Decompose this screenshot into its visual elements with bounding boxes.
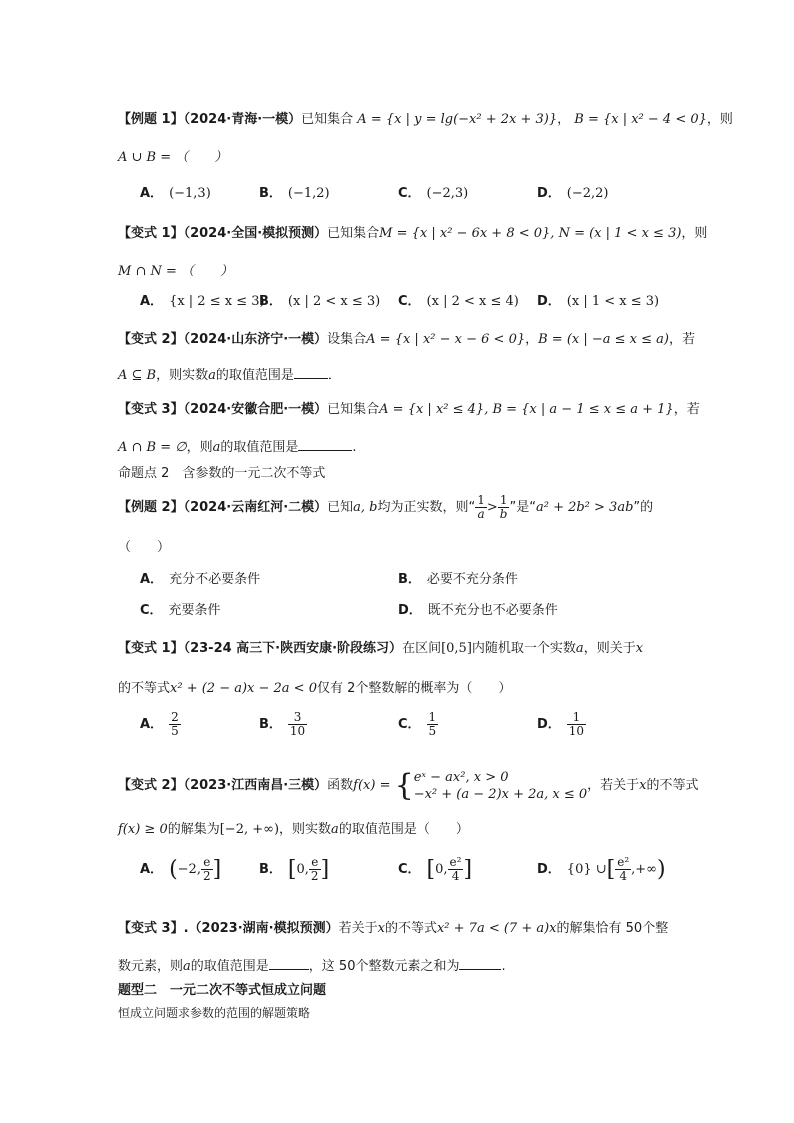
example-1-option-d[interactable] <box>537 182 609 201</box>
numerator: e² <box>449 855 462 869</box>
option-label: D． <box>537 294 561 309</box>
example-1-text: 已知集合 <box>301 112 354 127</box>
example-2-line-1 <box>118 494 653 521</box>
option-label: C． <box>398 862 421 877</box>
variant-6-line-1 <box>118 917 668 936</box>
variant-6-l2c: 的取值范围是 <box>190 959 269 974</box>
example-1-set-a: A = {x | y = lg(−x² + 2x + 3)} <box>357 112 558 127</box>
variant-4-var-x: x <box>635 641 644 656</box>
option-value: 充分不必要条件 <box>169 572 261 587</box>
variant-4-l2b: 仅有 2个整数解的概率为（ ） <box>316 681 512 696</box>
numerator: 1 <box>498 494 510 508</box>
variant-6-line-2 <box>118 955 506 974</box>
piecewise-brace: { <box>394 768 414 803</box>
variant-3-var-a: a <box>212 440 221 455</box>
option-suffix: ,+∞ <box>631 862 658 877</box>
variant-5-solution-set: [−2, +∞) <box>219 822 280 837</box>
right-bracket: ] <box>463 857 473 882</box>
greater-than: > <box>486 500 498 515</box>
option-prefix: −2, <box>177 862 201 877</box>
example-2-option-c[interactable] <box>140 599 221 618</box>
section-heading-point-2: 命题点 2 含参数的一元二次不等式 <box>118 466 326 481</box>
variant-2-var-a: a <box>208 368 216 383</box>
denominator: 2 <box>202 869 211 883</box>
right-bracket: ] <box>320 857 330 882</box>
option-value: (−2,3) <box>426 186 469 201</box>
answer-blank[interactable] <box>269 957 309 970</box>
variant-3-q4: 的取值范围是 <box>220 440 299 455</box>
denominator: b <box>499 507 508 521</box>
denominator: 5 <box>171 724 179 738</box>
variant-3-end: . <box>352 440 357 455</box>
numerator: 3 <box>288 711 307 725</box>
variant-4-l2a: 的不等式 <box>118 681 171 696</box>
option-fraction <box>201 856 213 883</box>
numerator: e² <box>617 855 630 869</box>
option-value: (−1,3) <box>169 186 211 201</box>
option-value: 充要条件 <box>168 603 221 618</box>
answer-blank[interactable] <box>459 957 501 970</box>
variant-5-line-2 <box>118 818 469 837</box>
variant-1-text: 已知集合 <box>327 226 380 241</box>
variant-3-line-2 <box>118 436 357 455</box>
numerator: 2 <box>171 710 179 724</box>
variant-2-line-2 <box>118 364 341 383</box>
example-1-tail: ，则 <box>706 112 733 127</box>
variant-5-l2b: 的解集为 <box>167 822 220 837</box>
example-2-tag: 【例题 2】 <box>118 500 184 515</box>
fraction-1-over-a <box>475 494 487 521</box>
numerator: 1 <box>477 493 485 507</box>
variant-4-t1: 在区间 <box>402 641 442 656</box>
example-1-source: （2024·青海·一模） <box>183 112 302 127</box>
variant-4-option-d[interactable] <box>537 711 586 738</box>
denominator: 4 <box>451 869 460 883</box>
numerator: e <box>309 856 321 870</box>
option-value: 必要不充分条件 <box>426 572 518 587</box>
option-value: {x | 2 ≤ x ≤ 3) <box>169 294 265 309</box>
variant-5-option-d[interactable] <box>537 856 666 883</box>
variant-6-t1: 若关于 <box>338 921 378 936</box>
variant-1-tail: ，则 <box>681 226 708 241</box>
answer-blank[interactable] <box>294 366 328 379</box>
example-2-option-b[interactable] <box>398 568 518 587</box>
variant-4-source: （23-24 高三下·陕西安康·阶段练习） <box>183 641 403 656</box>
option-fraction <box>615 856 631 883</box>
denominator: 5 <box>428 724 437 738</box>
variant-5-line-1 <box>118 768 699 803</box>
option-value: (x | 2 < x ≤ 3) <box>287 294 381 309</box>
example-1-sep: ， <box>557 112 571 127</box>
variant-5-source: （2023·江西南昌·三模） <box>183 778 328 793</box>
example-1-union: A ∪ B = （ ） <box>118 150 228 165</box>
variant-5-t1: 函数 <box>327 778 354 793</box>
option-label: C． <box>398 186 421 201</box>
option-label: A． <box>140 186 164 201</box>
variant-6-var-a: a <box>183 959 191 974</box>
option-label: B． <box>259 186 282 201</box>
option-label: D． <box>398 603 422 618</box>
case-1: eˣ − ax², x > 0 <box>413 769 509 785</box>
numerator: 1 <box>428 710 437 724</box>
variant-1-sets: M = {x | x² − 6x + 8 < 0}, N = (x | 1 < x ≤ 3) <box>379 226 682 241</box>
variant-3-tail: ，若 <box>673 402 700 417</box>
variant-4-line-1 <box>118 637 643 656</box>
variant-6-source: （2023·湖南·模拟预测） <box>188 921 339 936</box>
left-bracket: [ <box>606 857 616 882</box>
variant-4-tag: 【变式 1】 <box>118 641 184 656</box>
example-2-t1: 已知 <box>327 500 354 515</box>
option-label: B． <box>259 717 282 732</box>
variant-3-line-1 <box>118 398 700 417</box>
variant-2-sep: ， <box>525 332 539 347</box>
variant-4-line-2 <box>118 677 511 696</box>
denominator: a <box>477 507 485 521</box>
option-value: (−1,2) <box>287 186 330 201</box>
variant-4-var-a: a <box>575 641 584 656</box>
variant-5-option-b[interactable] <box>259 856 329 883</box>
variant-6-var-x: x <box>377 921 385 936</box>
variant-1-tag: 【变式 1】 <box>118 226 184 241</box>
variant-6-t3: 的解集恰有 50个整 <box>556 921 669 936</box>
left-bracket: ( <box>169 857 178 882</box>
example-2-t3: ”是“ <box>509 500 536 515</box>
example-2-inequality: a² + 2b² > 3ab <box>535 500 634 515</box>
option-label: C． <box>398 294 421 309</box>
variant-3-source: （2024·安徽合肥·一模） <box>183 402 328 417</box>
variant-2-set-a: A = {x | x² − x − 6 < 0} <box>366 332 526 347</box>
variant-6-l2d: ，这 50个整数元素之和为 <box>308 959 460 974</box>
variant-5-var-x: x <box>639 778 647 793</box>
variant-2-line-1 <box>118 328 695 347</box>
option-label: A． <box>140 572 164 587</box>
variant-4-inequality: x² + (2 − a)x − 2a < 0 <box>170 681 317 696</box>
example-1-set-b: B = {x | x² − 4 < 0} <box>574 112 707 127</box>
left-bracket: [ <box>287 857 297 882</box>
option-label: A． <box>140 717 164 732</box>
variant-1-source: （2024·全国·模拟预测） <box>183 226 328 241</box>
variant-6-l2a: 数元素，则 <box>118 959 184 974</box>
variant-2-source: （2024·山东济宁·一模） <box>183 332 328 347</box>
left-bracket: [ <box>426 857 436 882</box>
option-label: A． <box>140 294 164 309</box>
case-2: −x² + (a − 2)x + 2a, x ≤ 0 <box>413 786 588 802</box>
variant-2-subset: A ⊆ B <box>118 368 157 383</box>
numerator: e <box>201 856 213 870</box>
variant-6-inequality: x² + 7a < (7 + a)x <box>436 921 557 936</box>
option-label: C． <box>398 717 421 732</box>
variant-5-option-c[interactable] <box>398 856 472 883</box>
example-2-ab: a, b <box>353 500 378 515</box>
option-label: D． <box>537 717 561 732</box>
option-prefix: {0} ∪ <box>566 862 607 877</box>
option-prefix: 0, <box>296 862 309 877</box>
variant-5-fx-geq: f(x) ≥ 0 <box>118 822 168 837</box>
numerator: 1 <box>567 711 586 725</box>
variant-2-q2: ，则实数 <box>156 368 209 383</box>
option-label: B． <box>398 572 421 587</box>
option-value: (−2,2) <box>566 186 609 201</box>
section-heading-type-2: 题型二 一元二次不等式恒成立问题 <box>118 983 327 998</box>
variant-5-option-a[interactable] <box>140 856 221 883</box>
variant-3-text: 已知集合 <box>327 402 380 417</box>
example-1-option-b[interactable] <box>259 182 330 201</box>
variant-1-option-b[interactable] <box>259 290 380 309</box>
denominator: 2 <box>310 869 319 883</box>
option-fraction <box>288 711 307 738</box>
answer-blank[interactable] <box>298 438 352 451</box>
variant-5-fx: f(x) = <box>353 778 391 793</box>
option-fraction <box>448 856 464 883</box>
example-2-option-d[interactable] <box>398 599 558 618</box>
example-1-line-1 <box>118 108 733 127</box>
option-value: (x | 1 < x ≤ 3) <box>566 294 660 309</box>
variant-5-var-a: a <box>331 822 339 837</box>
variant-4-t2: 内随机取一个实数 <box>471 641 576 656</box>
variant-2-q4: 的取值范围是 <box>215 368 294 383</box>
example-2-t2: 均为正实数，则“ <box>377 500 476 515</box>
example-1-option-a[interactable] <box>140 182 211 201</box>
variant-4-option-c[interactable] <box>398 711 438 738</box>
denominator: 10 <box>568 724 585 738</box>
fraction-1-over-b <box>498 494 510 521</box>
variant-5-l2d: ，则实数 <box>279 822 332 837</box>
option-label: B． <box>259 862 282 877</box>
variant-3-sets: A = {x | x² ≤ 4}, B = {x | a − 1 ≤ x ≤ a + 1} <box>379 402 674 417</box>
variant-3-tag: 【变式 3】 <box>118 402 184 417</box>
variant-6-dot: . <box>183 921 189 936</box>
variant-6-t2: 的不等式 <box>384 921 437 936</box>
piecewise-cases <box>414 769 587 803</box>
option-label: B． <box>259 294 282 309</box>
variant-6-l2e: . <box>501 959 506 974</box>
option-value: (x | 2 < x ≤ 4) <box>426 294 519 309</box>
option-prefix: 0, <box>435 862 448 877</box>
variant-3-empty: A ∩ B = ∅ <box>118 440 187 455</box>
variant-4-option-b[interactable] <box>259 711 307 738</box>
option-label: C． <box>140 603 163 618</box>
denominator: 10 <box>289 724 306 738</box>
option-fraction <box>309 856 321 883</box>
example-1-option-c[interactable] <box>398 182 468 201</box>
option-value: 既不充分也不必要条件 <box>427 603 558 618</box>
denominator: 4 <box>619 869 628 883</box>
option-label: D． <box>537 186 561 201</box>
right-bracket: ) <box>657 857 666 882</box>
variant-4-t3: ，则关于 <box>583 641 636 656</box>
variant-5-t2: ，若关于 <box>587 778 640 793</box>
example-2-option-a[interactable] <box>140 568 260 587</box>
variant-1-line-1 <box>118 222 707 241</box>
option-label: A． <box>140 862 164 877</box>
variant-1-question <box>118 260 233 279</box>
variant-2-tag: 【变式 2】 <box>118 332 184 347</box>
variant-6-tag: 【变式 3】 <box>118 921 184 936</box>
example-2-t4: ”的 <box>633 500 654 515</box>
variant-1-option-c[interactable] <box>398 290 519 309</box>
option-label: D． <box>537 862 561 877</box>
variant-3-q2: ，则 <box>186 440 213 455</box>
variant-4-option-a[interactable] <box>140 711 181 738</box>
example-1-tag: 【例题 1】 <box>118 112 184 127</box>
variant-2-text: 设集合 <box>327 332 367 347</box>
variant-5-l2f: 的取值范围是（ ） <box>338 822 469 837</box>
variant-5-tag: 【变式 2】 <box>118 778 184 793</box>
option-fraction <box>169 711 181 738</box>
variant-2-set-b: B = (x | −a ≤ x ≤ a) <box>538 332 669 347</box>
variant-2-tail: ，若 <box>669 332 696 347</box>
example-1-question <box>118 146 227 165</box>
right-bracket: ] <box>212 857 222 882</box>
option-fraction <box>427 711 439 738</box>
variant-2-end: ． <box>327 368 341 383</box>
variant-1-option-a[interactable] <box>140 290 265 309</box>
example-2-paren: （ ） <box>118 540 171 555</box>
variant-4-interval: [0,5] <box>441 641 472 656</box>
variant-5-t3: 的不等式 <box>646 778 699 793</box>
example-2-source: （2024·云南红河·二模） <box>183 500 328 515</box>
variant-1-intersection: M ∩ N = （ ） <box>118 264 234 279</box>
variant-1-option-d[interactable] <box>537 290 659 309</box>
option-fraction <box>567 711 586 738</box>
strategy-note: 恒成立问题求参数的范围的解题策略 <box>118 1006 311 1020</box>
